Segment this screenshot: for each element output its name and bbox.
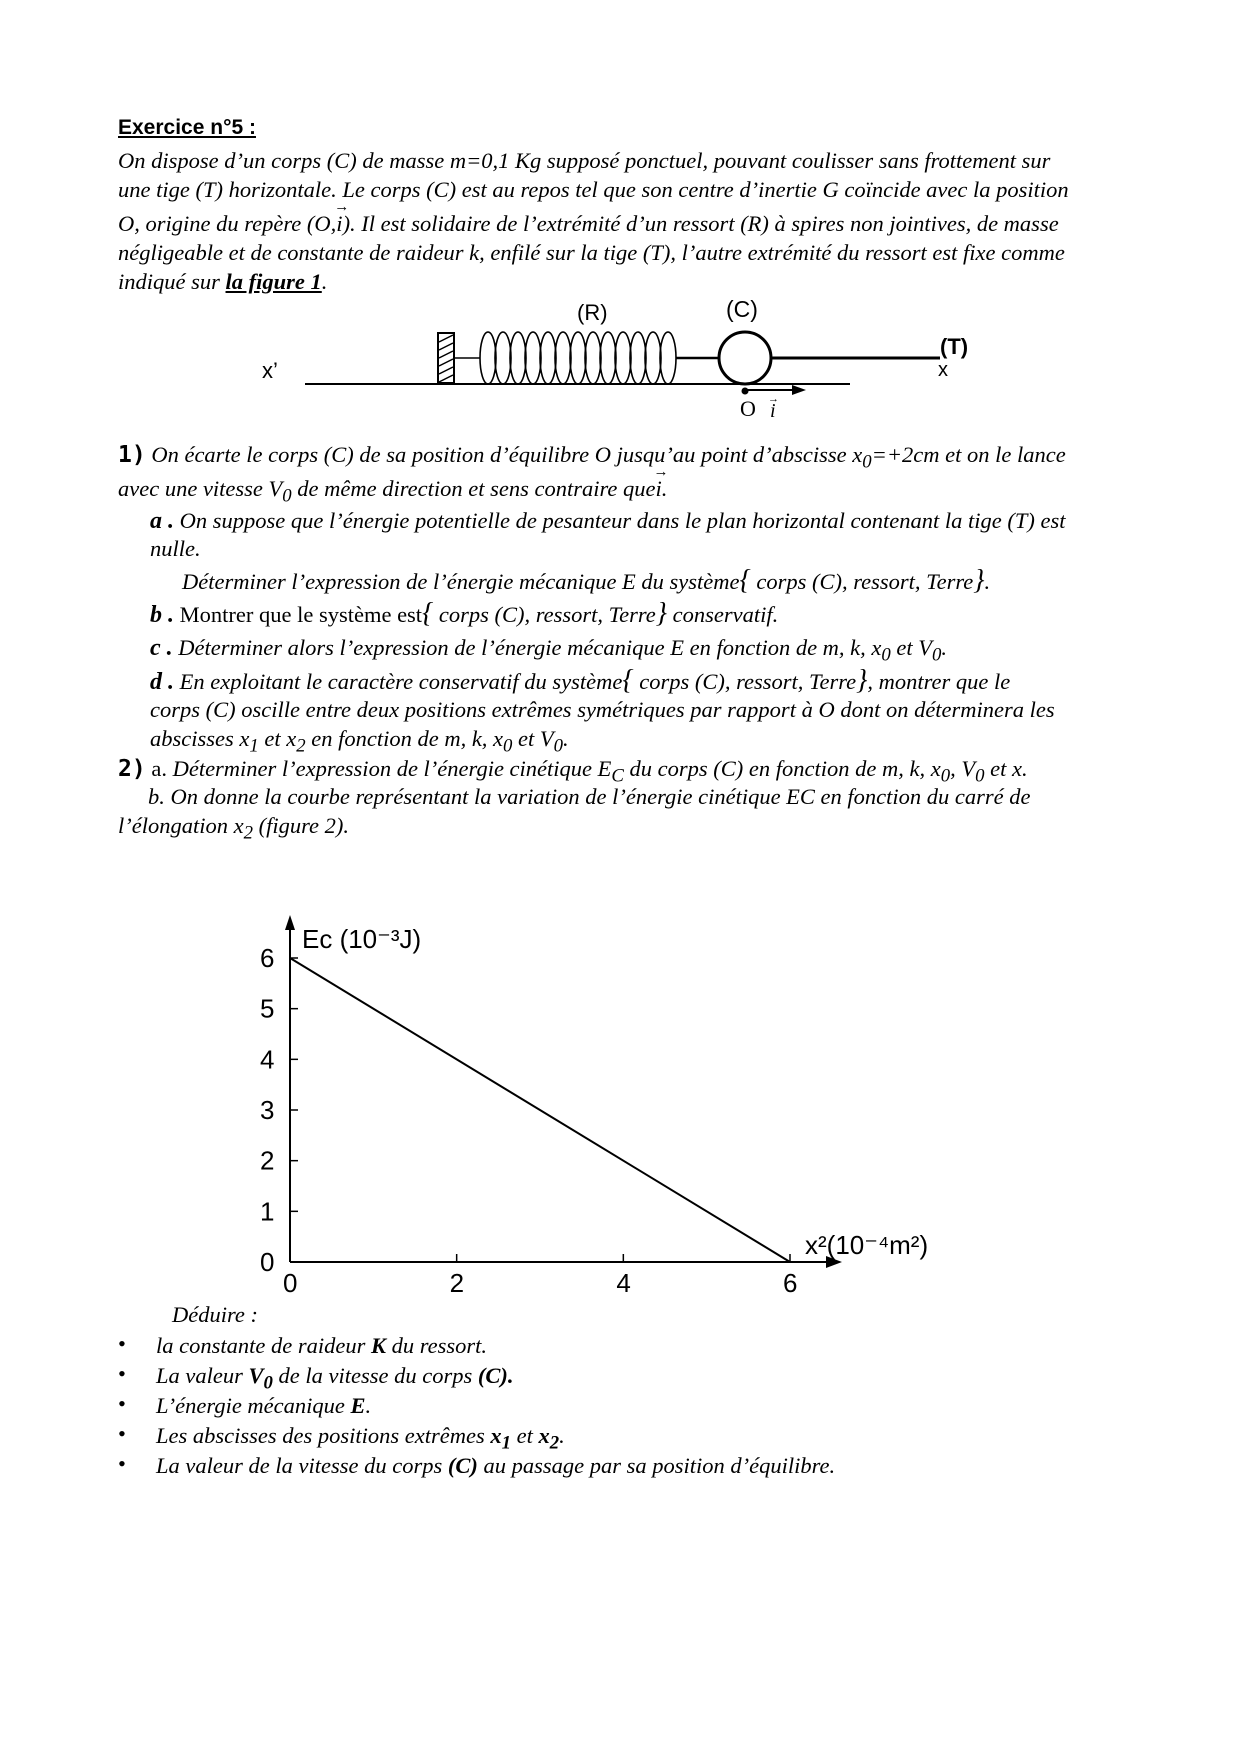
- bullet-icon: •: [118, 1391, 126, 1416]
- q2-number: 2): [118, 756, 146, 782]
- q1b-line: b . Montrer que le système est{ corps (C), ressort, Terre} conservatif.: [150, 598, 779, 629]
- vector-arrow-icon: →: [653, 464, 669, 480]
- figure-1: [0, 290, 1240, 430]
- bullet-icon: •: [118, 1331, 126, 1356]
- q2b-line-1: b. On donne la courbe représentant la variation de l’énergie cinétique EC en fonction du carré de: [148, 784, 1031, 809]
- x-axis-label: x²(10⁻⁴m²): [805, 1230, 929, 1260]
- q2b-line-2: l’élongation $x_2$ (figure 2).: [118, 813, 350, 844]
- vector-arrow-icon: →: [334, 199, 350, 215]
- arrowhead-icon: [792, 385, 806, 395]
- q1-number: 1): [118, 442, 146, 468]
- axis-x-prime-label: x’: [262, 358, 278, 383]
- y-tick-label: 6: [260, 943, 275, 973]
- origin-dot: [742, 388, 749, 395]
- y-tick-label: 4: [260, 1044, 275, 1075]
- intro-line-5: indiqué sur la figure 1.: [118, 269, 328, 294]
- q1d-label: d .: [150, 669, 174, 695]
- q1c-line: c . Déterminer alors l’expression de l’énergie mécanique E en fonction de m, k, $x_0$ et $V_0$.: [150, 635, 948, 666]
- x-tick-label: 4: [616, 1268, 631, 1298]
- rod-label: (T): [940, 334, 969, 359]
- unit-vector-label: i: [770, 400, 776, 422]
- figure-1-reference: la figure 1: [225, 269, 322, 294]
- intro-line-1: On dispose d’un corps (C) de masse m=0,1 Kg supposé ponctuel, pouvant coulisser sans frottement sur: [118, 148, 1051, 173]
- x-tick-label: 6: [783, 1268, 798, 1298]
- bullet-icon: •: [118, 1421, 126, 1446]
- y-tick-label: 5: [260, 993, 275, 1024]
- unit-vector-i: → i: [336, 209, 342, 239]
- y-tick-label: 1: [260, 1196, 275, 1227]
- bullet-icon: •: [118, 1451, 126, 1476]
- q2a-line: 2) a. Déterminer l’expression de l’énergie cinétique $E_C$ du corps (C) en fonction de m, k, $x_0$, $V_0$ et x.: [118, 756, 1028, 787]
- deduce-item-3: L’énergie mécanique E.: [156, 1393, 372, 1418]
- intro-line-4: négligeable et de constante de raideur k, enfilé sur la tige (T), l’autre extrémité du ressort est fixe comme: [118, 240, 1065, 265]
- figure-2-chart: [0, 900, 1240, 1320]
- spring-label: (R): [577, 300, 608, 325]
- deduce-heading: Déduire :: [172, 1302, 259, 1327]
- spring: [454, 332, 720, 384]
- deduce-item-2: La valeur $V_0$ de la vitesse du corps (C).: [156, 1363, 514, 1394]
- origin-label: O: [740, 396, 756, 421]
- deduce-item-4: Les abscisses des positions extrêmes $x_1$ et $x_2$.: [156, 1423, 565, 1454]
- deduce-item-1: la constante de raideur K du ressort.: [156, 1333, 488, 1358]
- y-tick-label: 0: [260, 1247, 275, 1277]
- x-tick-label: 2: [449, 1268, 465, 1298]
- exercise-title: Exercice n°5 :: [118, 116, 256, 139]
- unit-vector-i-2: → i: [656, 474, 662, 504]
- axis-x-label: x: [938, 359, 948, 381]
- x-tick-label: 0: [283, 1268, 298, 1298]
- intro-line-3: O, origine du repère (O, → i). Il est solidaire de l’extrémité d’un ressort (R) à spires non jointives, de masse: [118, 209, 1059, 239]
- y-tick-label: 2: [260, 1145, 275, 1176]
- y-tick-label: 3: [260, 1095, 275, 1125]
- y-axis-arrowhead-icon: [285, 915, 295, 930]
- deduce-item-5: La valeur de la vitesse du corps (C) au passage par sa position d’équilibre.: [156, 1453, 836, 1478]
- y-axis-label: Ec (10⁻³J): [302, 924, 422, 954]
- q1c-label: c .: [150, 635, 173, 661]
- q1a-line-3: Déterminer l’expression de l’énergie mécanique E du système{ corps (C), ressort, Terre}.: [182, 565, 991, 596]
- q1-line-1: 1) On écarte le corps (C) de sa position d’équilibre O jusqu’au point d’abscisse $x_0=+2cm$ et on le lance: [118, 442, 1066, 473]
- q1d-line-2: corps (C) oscille entre deux positions extrêmes symétriques par rapport à O dont on déterminera les: [150, 697, 1055, 722]
- q1a-line-1: a . On suppose que l’énergie potentielle de pesanteur dans le plan horizontal contenant la tige (T) est: [150, 508, 1066, 534]
- q1a-line-2: nulle.: [150, 536, 201, 561]
- ec-series-line: [290, 958, 790, 1262]
- fixed-wall: [438, 333, 454, 383]
- q1d-line-1: d . En exploitant le caractère conservatif du système{ corps (C), ressort, Terre}, montrer que le: [150, 665, 1011, 696]
- q1d-line-3: abscisses $x_1$ et $x_2$ en fonction de m, k, $x_0$ et $V_0$.: [150, 726, 569, 757]
- body-label: (C): [726, 296, 758, 322]
- q1-line-2: avec une vitesse $V_0$ de même direction et sens contraire que → i.: [118, 474, 667, 512]
- bullet-icon: •: [118, 1361, 126, 1386]
- q1a-label: a .: [150, 508, 174, 534]
- q1b-label: b .: [150, 602, 174, 628]
- unit-vector-arrow-icon: →: [768, 393, 779, 405]
- intro-line-2: une tige (T) horizontale. Le corps (C) est au repos tel que son centre d’inertie G coïncide avec la position: [118, 177, 1069, 202]
- body-c: [719, 332, 771, 384]
